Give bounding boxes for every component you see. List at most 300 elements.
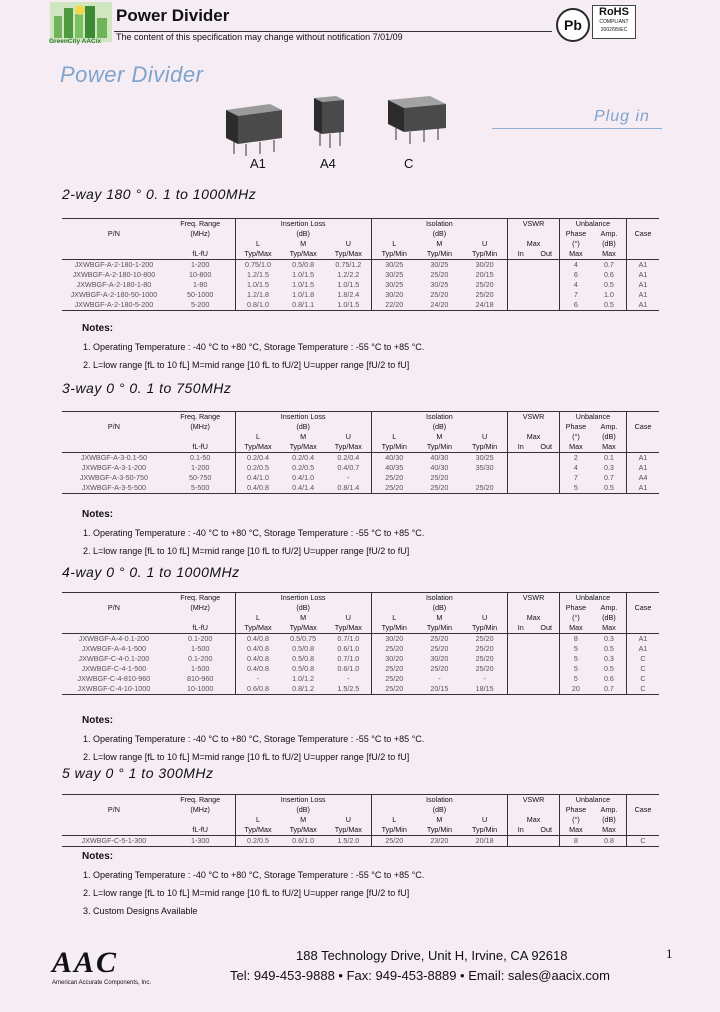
- col-case-spacer: [626, 815, 659, 825]
- col-iso-u: U: [481, 815, 488, 824]
- table-cell: [534, 453, 560, 464]
- table-cell: 25/20: [475, 280, 494, 289]
- table-cell: A1: [626, 300, 659, 311]
- table-cell: [534, 300, 560, 311]
- col-iso-typmin: Typ/Min: [417, 442, 462, 453]
- col-vswr-spacer: [508, 805, 560, 815]
- table-cell: A1: [626, 483, 659, 494]
- col-il-unit: (dB): [235, 229, 371, 239]
- col-pn-spacer: [62, 412, 166, 423]
- col-il-typmax: Typ/Max: [326, 825, 371, 836]
- col-il-l: L: [235, 613, 280, 623]
- table-cell: 25/20: [371, 644, 416, 654]
- table-cell: C: [626, 654, 659, 664]
- col-freq-unit: (MHz): [190, 805, 210, 814]
- col-case-spacer: [626, 825, 659, 836]
- table-row: [62, 836, 659, 847]
- table-cell: 1.0: [603, 290, 614, 299]
- table-cell: 0.5: [603, 664, 614, 673]
- table-cell: JXWBGF-A-3-1-200: [81, 463, 147, 472]
- table-cell: 1-300: [166, 836, 235, 847]
- table-cell: 0.8/1.0: [235, 300, 280, 311]
- col-iso-header: Isolation: [371, 795, 507, 806]
- table-cell: 25/20: [371, 664, 416, 674]
- col-case-spacer: [626, 623, 659, 634]
- col-phase-header: Phase: [559, 603, 591, 613]
- table-cell: 20/15: [417, 684, 462, 695]
- table-cell: 1-80: [192, 280, 208, 289]
- table-cell: 30/20: [371, 634, 416, 645]
- table-cell: 25/20: [417, 483, 462, 494]
- footer-contact: Tel: 949-453-9888 • Fax: 949-453-8889 • Email: sales@aacix.com: [230, 968, 610, 983]
- notes-block: [82, 506, 424, 560]
- col-vswr-max: Max: [508, 815, 560, 825]
- col-il-u: U: [345, 432, 351, 441]
- header-row: [62, 623, 659, 634]
- col-case-header: Case: [626, 805, 659, 815]
- table-cell: 1-500: [190, 644, 210, 653]
- table-cell: A1: [626, 634, 659, 645]
- table-cell: 0.1: [603, 453, 614, 462]
- table-cell: 5-200: [166, 300, 235, 311]
- spec-table: [62, 411, 659, 494]
- table-cell: [508, 260, 534, 271]
- col-case-spacer: [626, 412, 659, 423]
- table-cell: 0.6/1.0: [337, 644, 360, 653]
- col-vswr-header: VSWR: [508, 219, 560, 230]
- table-cell: JXWBGF-C-4-1-500: [81, 664, 147, 673]
- table-cell: 1.0/1.2: [292, 674, 315, 683]
- notes-block: [82, 320, 424, 374]
- table-row: [62, 483, 659, 494]
- col-iso-m: M: [436, 613, 443, 622]
- notes-block: [82, 712, 424, 766]
- header-row: [62, 229, 659, 239]
- col-pn-spacer: [62, 442, 166, 453]
- col-phase-unit: (°): [559, 239, 591, 249]
- table-cell: 0.6/1.0: [337, 664, 360, 673]
- table-cell: [508, 473, 534, 483]
- table-cell: 0.2/0.4: [292, 453, 315, 462]
- table-cell: A1: [626, 260, 659, 271]
- table-cell: 1.2/1.5: [235, 270, 280, 280]
- header-row: [62, 825, 659, 836]
- col-il-m: M: [300, 613, 307, 622]
- table-cell: 0.7: [603, 260, 614, 269]
- table-cell: [508, 280, 534, 290]
- note-item: 2. L=low range [fL to 10 fL] M=mid range [10 fL to fU/2] U=upper range [fU/2 to fU]: [83, 546, 410, 556]
- table-cell: JXWBGF-A-2-180-1-200: [74, 260, 154, 269]
- col-freq-symbol: fL-fU: [166, 623, 235, 634]
- table-cell: 50-1000: [186, 290, 214, 299]
- header-row: [62, 412, 659, 423]
- notes-block: [82, 848, 424, 920]
- table-cell: [534, 836, 560, 847]
- col-case-spacer: [626, 219, 659, 230]
- header-row: [62, 249, 659, 260]
- col-vswr-spacer: [508, 422, 560, 432]
- col-case-spacer: [626, 249, 659, 260]
- header-row: [62, 603, 659, 613]
- rohs-line1: COMPLIANT: [599, 19, 629, 25]
- col-il-u: U: [345, 613, 351, 622]
- col-iso-header: Isolation: [371, 219, 507, 230]
- section-title: 3-way 0 ° 0. 1 to 750MHz: [62, 380, 232, 396]
- table-cell: 0.7/1.0: [337, 654, 360, 663]
- col-il-header: Insertion Loss: [235, 219, 371, 230]
- col-il-typmax: Typ/Max: [326, 623, 371, 634]
- table-cell: 0.8/1.1: [280, 300, 325, 311]
- table-cell: 30/25: [430, 260, 449, 269]
- col-il-typmax: Typ/Max: [235, 442, 280, 453]
- note-item: 1. Operating Temperature : -40 °C to +80 °C, Storage Temperature : -55 °C to +85 °C.: [83, 734, 425, 744]
- col-vswr-out: Out: [534, 442, 560, 453]
- footer-address: 188 Technology Drive, Unit H, Irvine, CA 92618: [296, 948, 568, 963]
- col-amp-max: Max: [592, 623, 627, 634]
- table-cell: 25/20: [430, 644, 449, 653]
- table-cell: 25/20: [430, 473, 449, 482]
- table-cell: A1: [626, 453, 659, 464]
- table-cell: 0.8/1.2: [280, 684, 325, 695]
- col-iso-m: M: [436, 815, 443, 824]
- rohs-title: RoHS: [599, 6, 629, 18]
- table-cell: 35/30: [475, 463, 494, 472]
- col-il-m: M: [300, 432, 307, 441]
- col-pn-spacer: [62, 623, 166, 634]
- table-cell: [508, 270, 534, 280]
- table-cell: 0.6: [603, 270, 614, 279]
- table-cell: [508, 463, 534, 473]
- table-cell: 1.0/1.5: [235, 280, 280, 290]
- table-cell: 0.6: [603, 674, 614, 683]
- note-item: 2. L=low range [fL to 10 fL] M=mid range [10 fL to fU/2] U=upper range [fU/2 to fU]: [83, 888, 410, 898]
- table-cell: 0.4/1.0: [292, 473, 315, 482]
- col-il-typmax: Typ/Max: [235, 623, 280, 634]
- note-item: 2. L=low range [fL to 10 fL] M=mid range [10 fL to fU/2] U=upper range [fU/2 to fU]: [83, 752, 410, 762]
- col-iso-typmin: Typ/Min: [371, 249, 416, 260]
- col-amp-header: Amp.: [600, 603, 618, 612]
- rohs-badge: [592, 5, 636, 39]
- table-cell: 0.4/0.8: [235, 654, 280, 664]
- col-il-typmax: Typ/Max: [280, 249, 325, 260]
- col-freq-unit: (MHz): [190, 603, 210, 612]
- spec-table: [62, 592, 659, 695]
- col-pn-header: P/N: [107, 229, 120, 238]
- table-cell: 25/20: [430, 634, 449, 643]
- col-pn-spacer: [62, 825, 166, 836]
- header-row: [62, 422, 659, 432]
- col-vswr-max: Max: [508, 239, 560, 249]
- table-row: [62, 684, 659, 695]
- col-amp-max: Max: [592, 442, 627, 453]
- col-vswr-in: In: [508, 825, 534, 836]
- notes-title: Notes:: [82, 851, 114, 862]
- col-freq-header: Freq. Range: [166, 795, 235, 806]
- table-cell: 40/35: [371, 463, 416, 473]
- col-case-spacer: [626, 593, 659, 604]
- table-cell: -: [347, 674, 350, 683]
- table-cell: JXWBGF-A-2-180-1-80: [76, 280, 152, 289]
- table-cell: 0.3: [603, 463, 614, 472]
- table-row: [62, 674, 659, 684]
- col-phase-unit: (°): [559, 432, 591, 442]
- col-vswr-header: VSWR: [508, 795, 560, 806]
- col-pn-spacer: [62, 795, 166, 806]
- col-vswr-out: Out: [534, 249, 560, 260]
- table-cell: 5: [559, 644, 591, 654]
- col-case-header: Case: [626, 229, 659, 239]
- col-phase-max: Max: [559, 623, 591, 634]
- col-freq-symbol: fL-fU: [166, 249, 235, 260]
- table-cell: [534, 280, 560, 290]
- table-cell: JXWBGF-A-3-5-500: [62, 483, 166, 494]
- table-cell: 0.1-50: [189, 453, 211, 462]
- col-unbal-header: Unbalance: [559, 219, 626, 230]
- col-il-u: U: [345, 815, 351, 824]
- table-cell: 0.7: [603, 473, 614, 482]
- note-item: 2. L=low range [fL to 10 fL] M=mid range [10 fL to fU/2] U=upper range [fU/2 to fU]: [83, 360, 410, 370]
- table-row: [62, 300, 659, 311]
- table-cell: 0.2/0.5: [235, 836, 280, 847]
- table-cell: 0.7/1.0: [337, 634, 360, 643]
- table-cell: JXWBGF-A-4-1-500: [81, 644, 147, 653]
- table-cell: -: [438, 674, 441, 683]
- table-cell: [534, 483, 560, 494]
- table-cell: 4: [559, 463, 591, 473]
- note-item: 1. Operating Temperature : -40 °C to +80 °C, Storage Temperature : -55 °C to +85 °C.: [83, 342, 425, 352]
- notes-title: Notes:: [82, 715, 114, 726]
- table-cell: [508, 654, 534, 664]
- col-phase-header: Phase: [559, 422, 591, 432]
- col-iso-unit: (dB): [371, 229, 507, 239]
- package-label-c: C: [404, 156, 414, 171]
- table-cell: [534, 634, 560, 645]
- col-vswr-out: Out: [534, 825, 560, 836]
- table-cell: 20: [559, 684, 591, 695]
- col-amp-unit: (dB): [602, 432, 616, 441]
- table-cell: 4: [559, 260, 591, 271]
- col-vswr-max: Max: [508, 432, 560, 442]
- header-row: [62, 805, 659, 815]
- table-cell: 0.7: [592, 684, 627, 695]
- table-cell: 5-500: [166, 483, 235, 494]
- col-iso-header: Isolation: [371, 412, 507, 423]
- table-cell: 0.4/0.8: [235, 634, 280, 645]
- table-row: [62, 634, 659, 645]
- table-cell: 0.4/1.4: [280, 483, 325, 494]
- table-cell: 0.5/0.8: [292, 664, 315, 673]
- table-cell: 25/20: [475, 654, 494, 663]
- col-pn-header: P/N: [107, 603, 120, 612]
- col-iso-typmin: Typ/Min: [462, 249, 507, 260]
- table-cell: 5: [559, 483, 591, 494]
- table-cell: 30/25: [371, 260, 416, 271]
- table-cell: A1: [626, 270, 659, 280]
- table-cell: 30/20: [430, 654, 449, 663]
- col-il-unit: (dB): [235, 603, 371, 613]
- table-cell: [534, 684, 560, 695]
- table-cell: A4: [626, 473, 659, 483]
- col-amp-header: Amp.: [600, 805, 618, 814]
- table-row: [62, 473, 659, 483]
- col-il-header: Insertion Loss: [235, 593, 371, 604]
- col-pn-spacer: [62, 219, 166, 230]
- col-iso-typmin: Typ/Min: [462, 825, 507, 836]
- col-il-unit: (dB): [235, 422, 371, 432]
- table-cell: [534, 654, 560, 664]
- table-cell: 22/20: [371, 300, 416, 311]
- logo-caption: GreenCity AACix: [49, 38, 102, 45]
- lead-free-badge: Pb: [556, 8, 590, 42]
- col-il-typmax: Typ/Max: [235, 825, 280, 836]
- table-row: [62, 290, 659, 300]
- table-cell: [534, 674, 560, 684]
- table-cell: 30/20: [475, 260, 494, 269]
- col-phase-max: Max: [559, 249, 591, 260]
- table-cell: [534, 290, 560, 300]
- table-cell: JXWBGF-A-3-0.1-50: [80, 453, 148, 462]
- table-cell: 25/20: [475, 634, 494, 643]
- col-amp-unit: (dB): [602, 613, 616, 622]
- header-title: Power Divider: [116, 6, 230, 25]
- col-freq-unit: (MHz): [190, 422, 210, 431]
- table-cell: 25/20: [462, 483, 507, 494]
- col-iso-l: L: [371, 432, 416, 442]
- section-title: 2-way 180 ° 0. 1 to 1000MHz: [62, 186, 257, 202]
- col-freq-header: Freq. Range: [166, 219, 235, 230]
- col-il-typmax: Typ/Max: [280, 825, 325, 836]
- col-iso-unit: (dB): [371, 603, 507, 613]
- col-amp-unit: (dB): [602, 239, 616, 248]
- col-iso-typmin: Typ/Min: [417, 623, 462, 634]
- col-unbal-header: Unbalance: [559, 412, 626, 423]
- col-iso-typmin: Typ/Min: [462, 442, 507, 453]
- table-cell: 30/20: [371, 654, 416, 664]
- table-cell: 30/20: [371, 290, 416, 300]
- table-cell: 40/30: [371, 453, 416, 464]
- table-cell: 1-200: [190, 463, 210, 472]
- col-pn-spacer: [62, 239, 166, 249]
- table-cell: 10-1000: [166, 684, 235, 695]
- col-iso-typmin: Typ/Min: [462, 623, 507, 634]
- table-cell: A1: [626, 280, 659, 290]
- table-cell: 7: [559, 473, 591, 483]
- aac-logo: AAC: [52, 946, 119, 979]
- table-cell: 0.2/0.4: [235, 453, 280, 464]
- header-note: The content of this specification may change without notification 7/01/09: [116, 32, 403, 42]
- table-row: [62, 260, 659, 271]
- col-iso-u: U: [481, 432, 488, 441]
- table-row: [62, 453, 659, 464]
- table-cell: 25/20: [430, 290, 449, 299]
- table-cell: 25/20: [475, 644, 494, 653]
- col-iso-l: L: [371, 239, 416, 249]
- col-pn-spacer: [62, 613, 166, 623]
- table-cell: 0.3: [603, 654, 614, 663]
- col-il-typmax: Typ/Max: [280, 623, 325, 634]
- table-cell: JXWBGF-A-4-0.1-200: [78, 634, 150, 643]
- col-pn-spacer: [62, 249, 166, 260]
- col-case-spacer: [626, 239, 659, 249]
- col-iso-typmin: Typ/Min: [371, 442, 416, 453]
- col-pn-header: P/N: [107, 805, 120, 814]
- table-cell: 0.6/1.0: [280, 836, 325, 847]
- col-freq-header: Freq. Range: [166, 412, 235, 423]
- header-row: [62, 593, 659, 604]
- col-iso-typmin: Typ/Min: [371, 825, 416, 836]
- page-title: Power Divider: [60, 62, 204, 87]
- table-cell: A1: [626, 644, 659, 654]
- col-case-spacer: [626, 795, 659, 806]
- package-c-image: [388, 96, 446, 144]
- table-cell: [534, 270, 560, 280]
- table-cell: JXWBGF-A-2-180-5-200: [62, 300, 166, 311]
- col-freq-symbol: fL-fU: [166, 442, 235, 453]
- col-phase-unit: (°): [559, 613, 591, 623]
- col-amp-header: Amp.: [600, 422, 618, 431]
- table-cell: 5: [559, 674, 591, 684]
- col-unbal-header: Unbalance: [559, 795, 626, 806]
- header-row: [62, 219, 659, 230]
- col-phase-max: Max: [559, 442, 591, 453]
- table-cell: JXWBGF-C-4-0.1-200: [78, 654, 150, 663]
- col-pn-spacer: [62, 432, 166, 442]
- col-freq-spacer: [166, 432, 235, 442]
- table-cell: 0.1-200: [187, 634, 213, 643]
- table-cell: [508, 300, 534, 311]
- col-iso-typmin: Typ/Min: [417, 249, 462, 260]
- col-case-spacer: [626, 432, 659, 442]
- table-cell: 1.0/1.8: [292, 290, 315, 299]
- table-cell: JXWBGF-A-3-50-750: [79, 473, 149, 482]
- table-cell: JXWBGF-C-4-810-960: [77, 674, 151, 683]
- table-cell: 2: [559, 453, 591, 464]
- table-cell: 30/25: [475, 453, 494, 462]
- table-cell: -: [235, 674, 280, 684]
- table-cell: 0.75/1.2: [335, 260, 362, 269]
- table-cell: 30/25: [430, 280, 449, 289]
- table-cell: [508, 644, 534, 654]
- col-vswr-max: Max: [508, 613, 560, 623]
- section-title: 5 way 0 ° 1 to 300MHz: [62, 765, 214, 781]
- col-il-typmax: Typ/Max: [280, 442, 325, 453]
- package-label-a1: A1: [250, 156, 266, 171]
- col-il-l: L: [235, 432, 280, 442]
- table-cell: 5: [559, 664, 591, 674]
- table-cell: 25/20: [371, 674, 416, 684]
- table-cell: A1: [626, 463, 659, 473]
- table-cell: 25/20: [430, 270, 449, 279]
- col-il-m: M: [300, 239, 307, 248]
- table-cell: 30/25: [371, 270, 416, 280]
- col-vswr-header: VSWR: [508, 412, 560, 423]
- col-il-typmax: Typ/Max: [326, 249, 371, 260]
- table-cell: 25/20: [371, 684, 416, 695]
- table-cell: 0.2/0.5: [235, 463, 280, 473]
- package-images: [220, 90, 450, 158]
- table-cell: [508, 836, 534, 847]
- table-cell: 0.4/1.0: [235, 473, 280, 483]
- table-cell: 40/30: [430, 463, 449, 472]
- col-vswr-header: VSWR: [508, 593, 560, 604]
- col-freq-spacer: [166, 613, 235, 623]
- table-cell: 0.4/0.8: [235, 664, 280, 674]
- table-cell: 8: [559, 634, 591, 645]
- col-amp-header: Amp.: [600, 229, 618, 238]
- col-freq-spacer: [166, 815, 235, 825]
- header-row: [62, 239, 659, 249]
- col-amp-max: Max: [592, 249, 627, 260]
